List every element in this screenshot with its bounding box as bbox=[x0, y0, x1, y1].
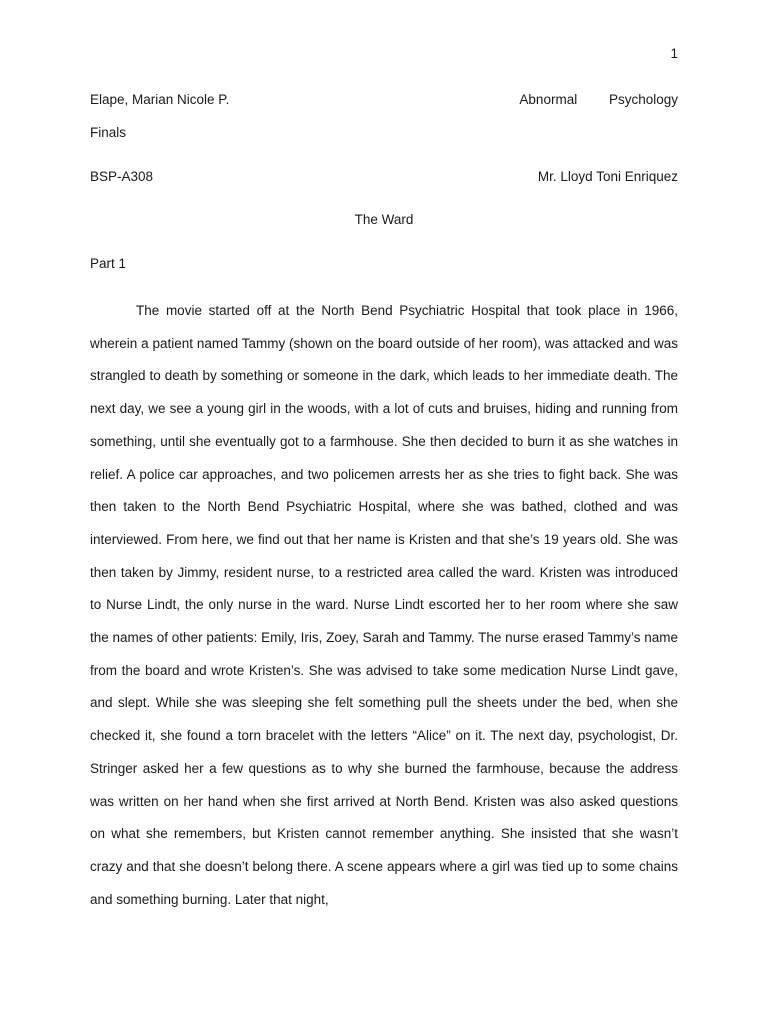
term-label: Finals bbox=[90, 125, 127, 140]
instructor-name: Mr. Lloyd Toni Enriquez bbox=[537, 169, 678, 184]
body-paragraph: The movie started off at the North Bend Psychiatric Hospital that took place in 1966, wherein a patient named Tammy (shown on the board outside of her room), was attacked and was strangled to death by something or someone in the dark, which leads to her immediate death. The next day, we see a young girl in the woods, with a lot of cuts and bruises, hiding and running from something, until she eventually got to a farmhouse. She then decided to burn it as she watches in relief. A police car approaches, and two policemen arrests her as she tries to fight back. She was then taken to the North Bend Psychiatric Hospital, where she was bathed, clothed and was interviewed. From here, we find out that her name is Kristen and that she’s 19 years old. She was then taken by Jimmy, resident nurse, to a restricted area called the ward. Kristen was introduced to Nurse Lindt, the only nurse in the ward. Nurse Lindt escorted her to her room where she saw the names of other patients: Emily, Iris, Zoey, Sarah and Tammy. The nurse erased Tammy’s name from the board and wrote Kristen’s. She was advised to take some medication Nurse Lindt gave, and slept. While she was sleeping she felt something pull the sheets under the bed, when she checked it, she found a torn bracelet with the letters “Alice” on it. The next day, psychologist, Dr. Stringer asked her a few questions as to why she burned the farmhouse, because the address was written on her hand when she first arrived at North Bend. Kristen was also asked questions on what she remembers, but Kristen cannot remember anything. She insisted that she wasn’t crazy and that she doesn’t belong there. A scene appears where a girl was tied up to some chains and something burning. Later that night, bbox=[90, 303, 679, 907]
header-line-2 bbox=[90, 125, 678, 140]
page-number: 1 bbox=[670, 46, 678, 61]
course-name: Abnormal Psychology bbox=[519, 92, 678, 107]
document-title: The Ward bbox=[354, 212, 414, 227]
header-line-1 bbox=[90, 92, 678, 107]
part-heading: Part 1 bbox=[90, 256, 127, 271]
author-name: Elape, Marian Nicole P. bbox=[90, 92, 230, 107]
section-code: BSP-A308 bbox=[90, 169, 154, 184]
header-line-3 bbox=[90, 169, 678, 184]
